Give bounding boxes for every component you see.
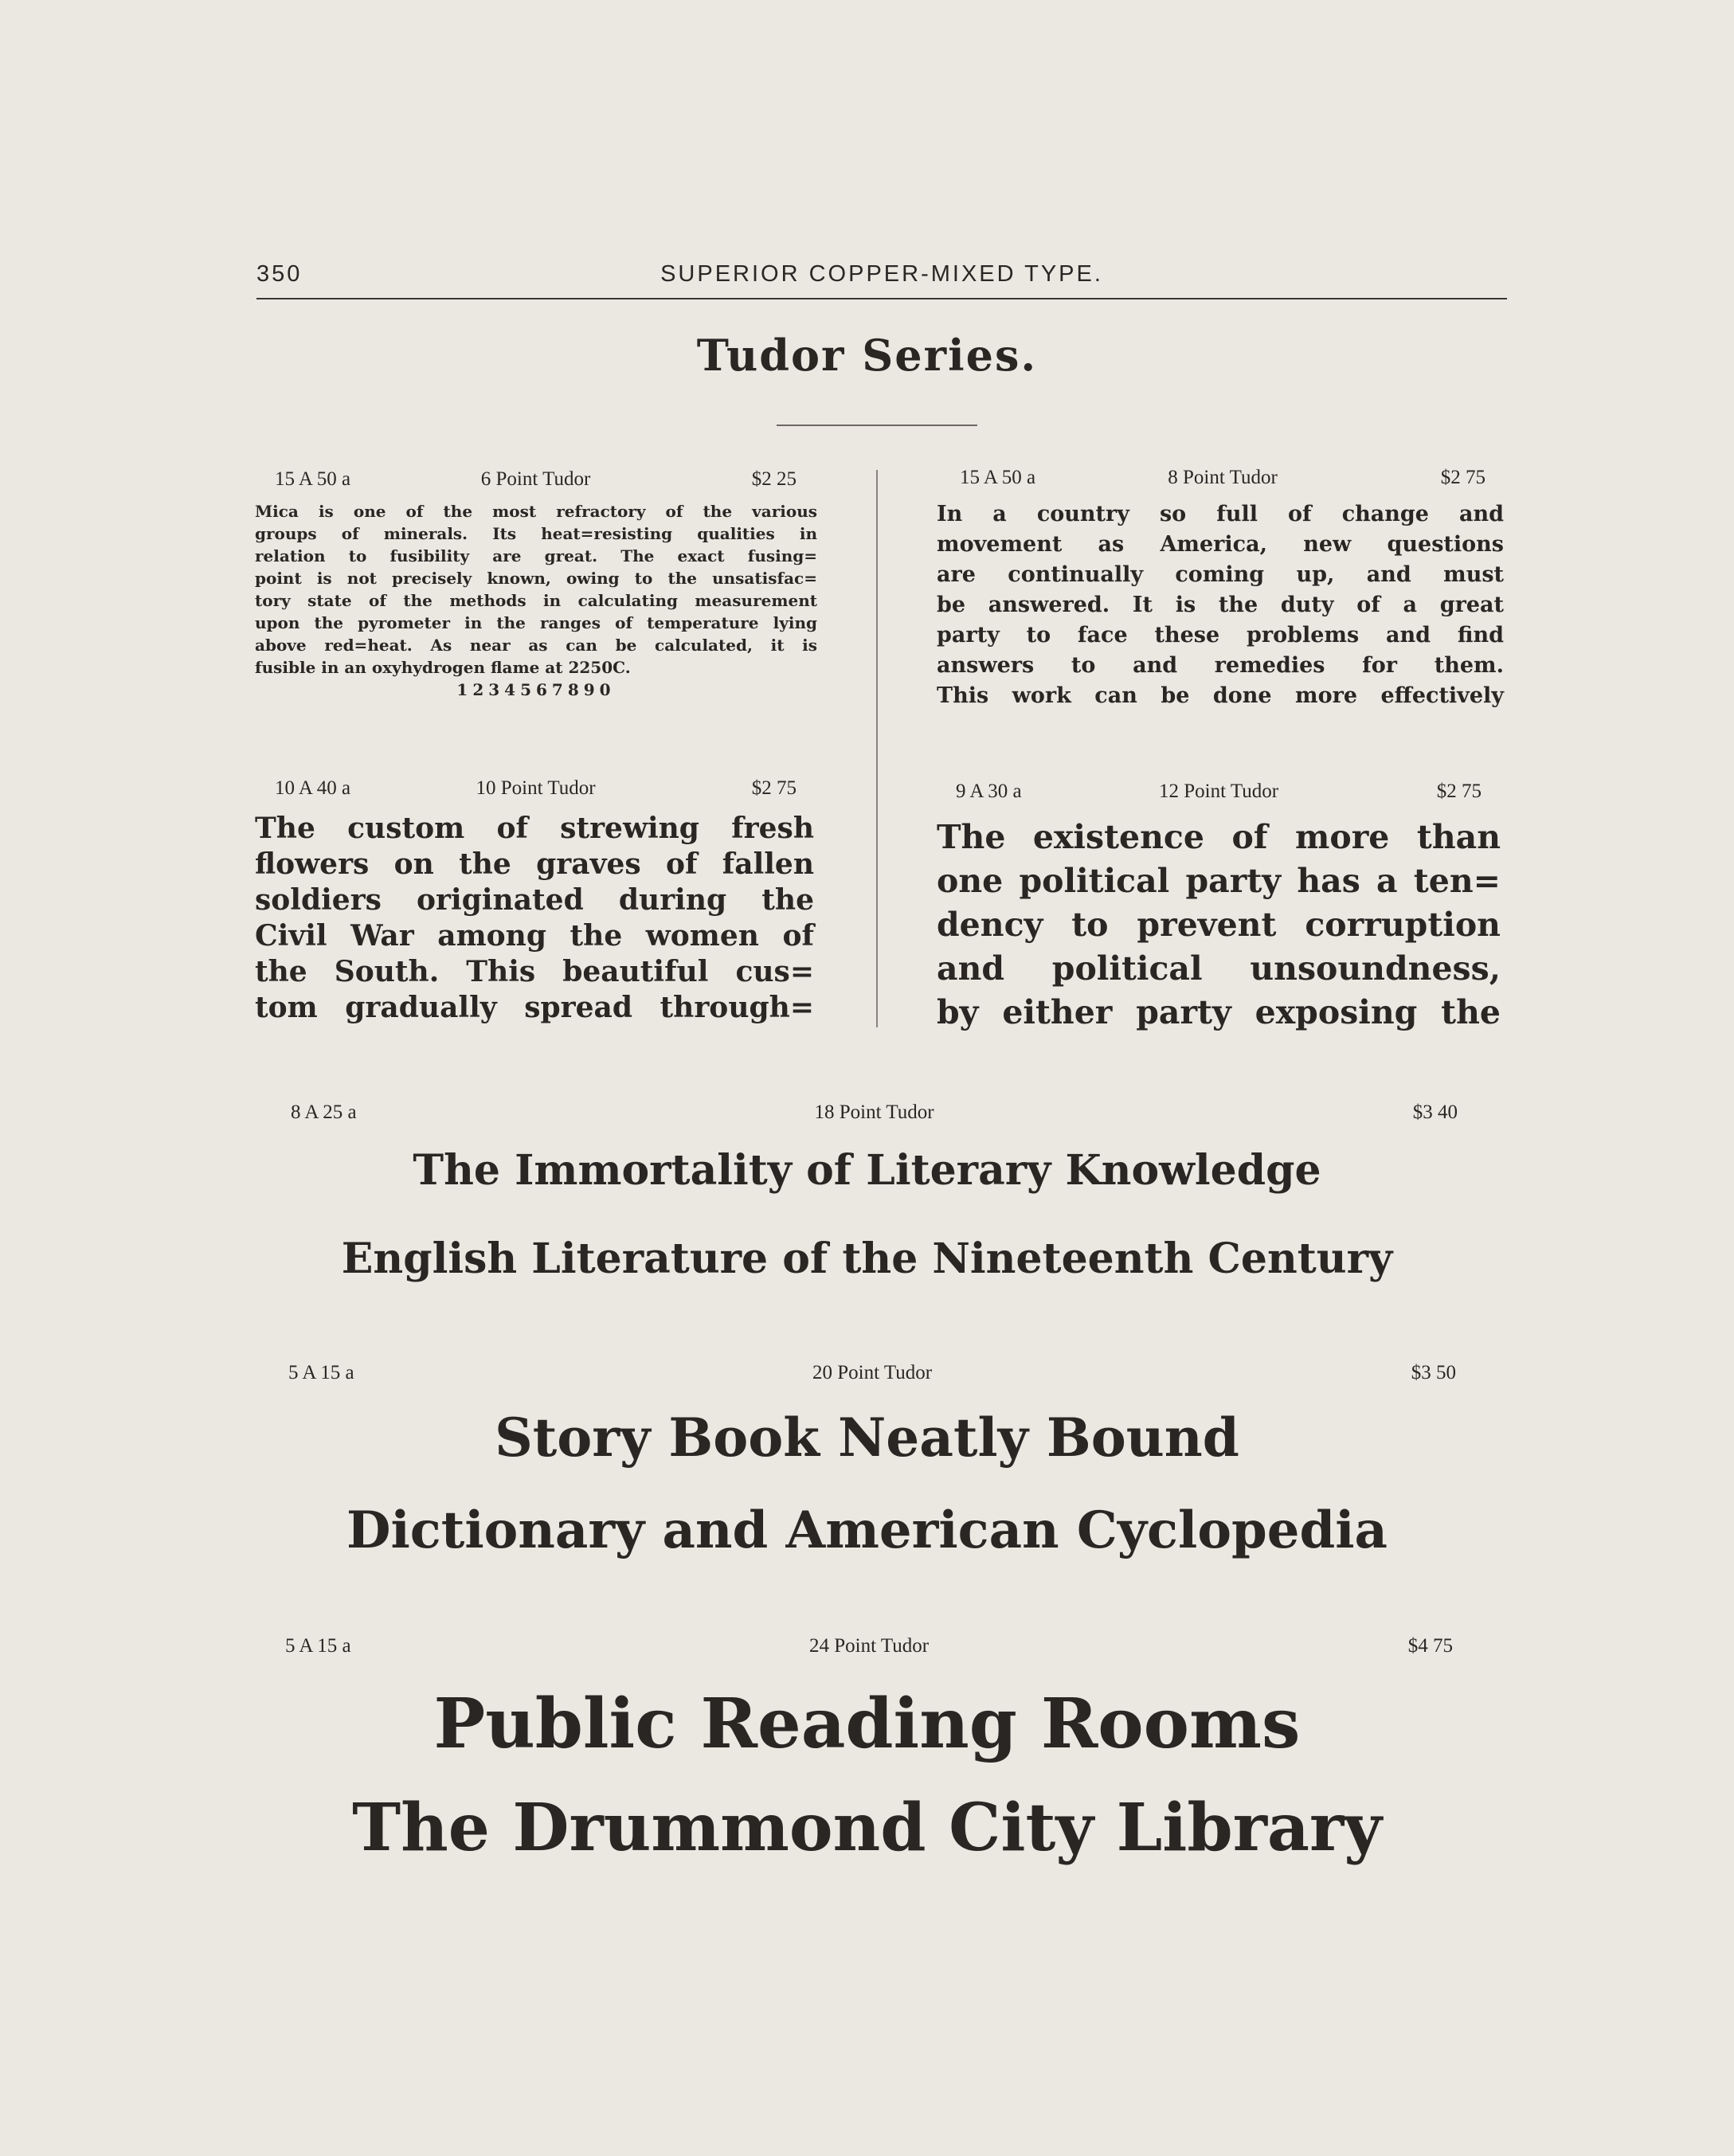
sample-line: above red=heat. As near as can be calculated, it is xyxy=(255,636,817,655)
font-name: 20 Point Tudor xyxy=(812,1362,933,1383)
specimen-8pt-sample xyxy=(937,499,1504,711)
sample-line: answers to and remedies for them. xyxy=(937,653,1504,678)
sample-line: and political unsoundness, xyxy=(937,949,1501,988)
sample-line: tom gradually spread through= xyxy=(255,991,814,1024)
font-name: 6 Point Tudor xyxy=(480,468,591,490)
sample-line: party to face these problems and find xyxy=(937,623,1504,648)
specimen-10pt-spec-line xyxy=(275,777,797,801)
font-name: 8 Point Tudor xyxy=(1168,467,1278,488)
price: $2 75 xyxy=(1436,781,1482,802)
specimen-12pt-spec-line xyxy=(956,781,1482,804)
price: $3 50 xyxy=(1411,1362,1456,1383)
price: $3 40 xyxy=(1412,1101,1458,1123)
price: $2 75 xyxy=(1440,467,1485,488)
font-name: 24 Point Tudor xyxy=(808,1635,930,1657)
sample-line: groups of minerals. Its heat=resisting qualities in xyxy=(255,524,817,543)
sample-line: are continually coming up, and must xyxy=(937,562,1504,587)
fonts-quantity: 5 A 15 a xyxy=(288,1362,354,1383)
specimen-18pt-line: English Literature of the Nineteenth Century xyxy=(341,1235,1393,1283)
sample-line: soldiers originated during the xyxy=(255,883,814,917)
sample-line: point is not precisely known, owing to the unsatisfac= xyxy=(255,569,817,588)
sample-line: fusible in an oxyhydrogen flame at 2250C. xyxy=(255,658,631,677)
sample-line: be answered. It is the duty of a great xyxy=(937,593,1504,617)
sample-line: by either party exposing the xyxy=(937,993,1501,1031)
specimen-12pt-sample xyxy=(937,816,1501,1035)
running-head: SUPERIOR COPPER-MIXED TYPE. xyxy=(660,261,1103,287)
sample-line: Civil War among the women of xyxy=(255,919,814,953)
font-name: 10 Point Tudor xyxy=(476,777,596,799)
sample-line: relation to fusibility are great. The exact fusing= xyxy=(255,546,817,565)
specimen-8pt-spec-line xyxy=(960,467,1485,491)
page-header xyxy=(256,256,1507,299)
fonts-quantity: 10 A 40 a xyxy=(275,777,351,799)
fonts-quantity: 15 A 50 a xyxy=(275,468,351,490)
title-rule xyxy=(777,425,977,426)
fonts-quantity: 8 A 25 a xyxy=(291,1101,357,1123)
specimen-10pt-sample xyxy=(255,811,814,1026)
price: $4 75 xyxy=(1407,1635,1453,1657)
sample-line: The existence of more than xyxy=(937,818,1501,856)
sample-line: This work can be done more effectively xyxy=(937,683,1504,708)
series-title: Tudor Series. xyxy=(696,330,1038,381)
sample-line: one political party has a ten= xyxy=(937,862,1501,900)
sample-line: flowers on the graves of fallen xyxy=(255,847,814,881)
sample-line: The custom of strewing fresh xyxy=(255,812,814,845)
page-number: 350 xyxy=(256,261,303,287)
column-divider xyxy=(876,470,878,1027)
fonts-quantity: 9 A 30 a xyxy=(956,781,1022,802)
fonts-quantity: 5 A 15 a xyxy=(285,1635,351,1657)
font-name: 12 Point Tudor xyxy=(1158,781,1279,802)
specimen-20pt-line: Dictionary and American Cyclopedia xyxy=(346,1501,1388,1560)
sample-line: tory state of the methods in calculating measurement xyxy=(255,591,817,610)
sample-line: the South. This beautiful cus= xyxy=(255,955,814,988)
fonts-quantity: 15 A 50 a xyxy=(960,467,1036,488)
font-name: 18 Point Tudor xyxy=(814,1101,934,1123)
specimen-figures: 1234567890 xyxy=(456,680,616,699)
specimen-18pt-spec-line xyxy=(291,1101,1458,1125)
specimen-24pt-line: The Drummond City Library xyxy=(352,1790,1382,1866)
specimen-18pt-line: The Immortality of Literary Knowledge xyxy=(413,1146,1321,1195)
specimen-20pt-line: Story Book Neatly Bound xyxy=(495,1407,1239,1469)
sample-line: movement as America, new questions xyxy=(937,532,1504,557)
sample-line: upon the pyrometer in the ranges of temperature lying xyxy=(255,613,817,632)
specimen-6pt-sample xyxy=(255,500,817,701)
specimen-6pt-spec-line xyxy=(275,468,797,492)
sample-line: In a country so full of change and xyxy=(937,502,1504,526)
sample-line: dency to prevent corruption xyxy=(937,906,1501,944)
sample-line: Mica is one of the most refractory of the various xyxy=(255,502,817,521)
specimen-24pt-line: Public Reading Rooms xyxy=(433,1684,1301,1764)
price: $2 75 xyxy=(751,777,797,799)
specimen-24pt-spec-line xyxy=(285,1635,1453,1659)
specimen-20pt-spec-line xyxy=(288,1362,1456,1386)
price: $2 25 xyxy=(751,468,797,490)
